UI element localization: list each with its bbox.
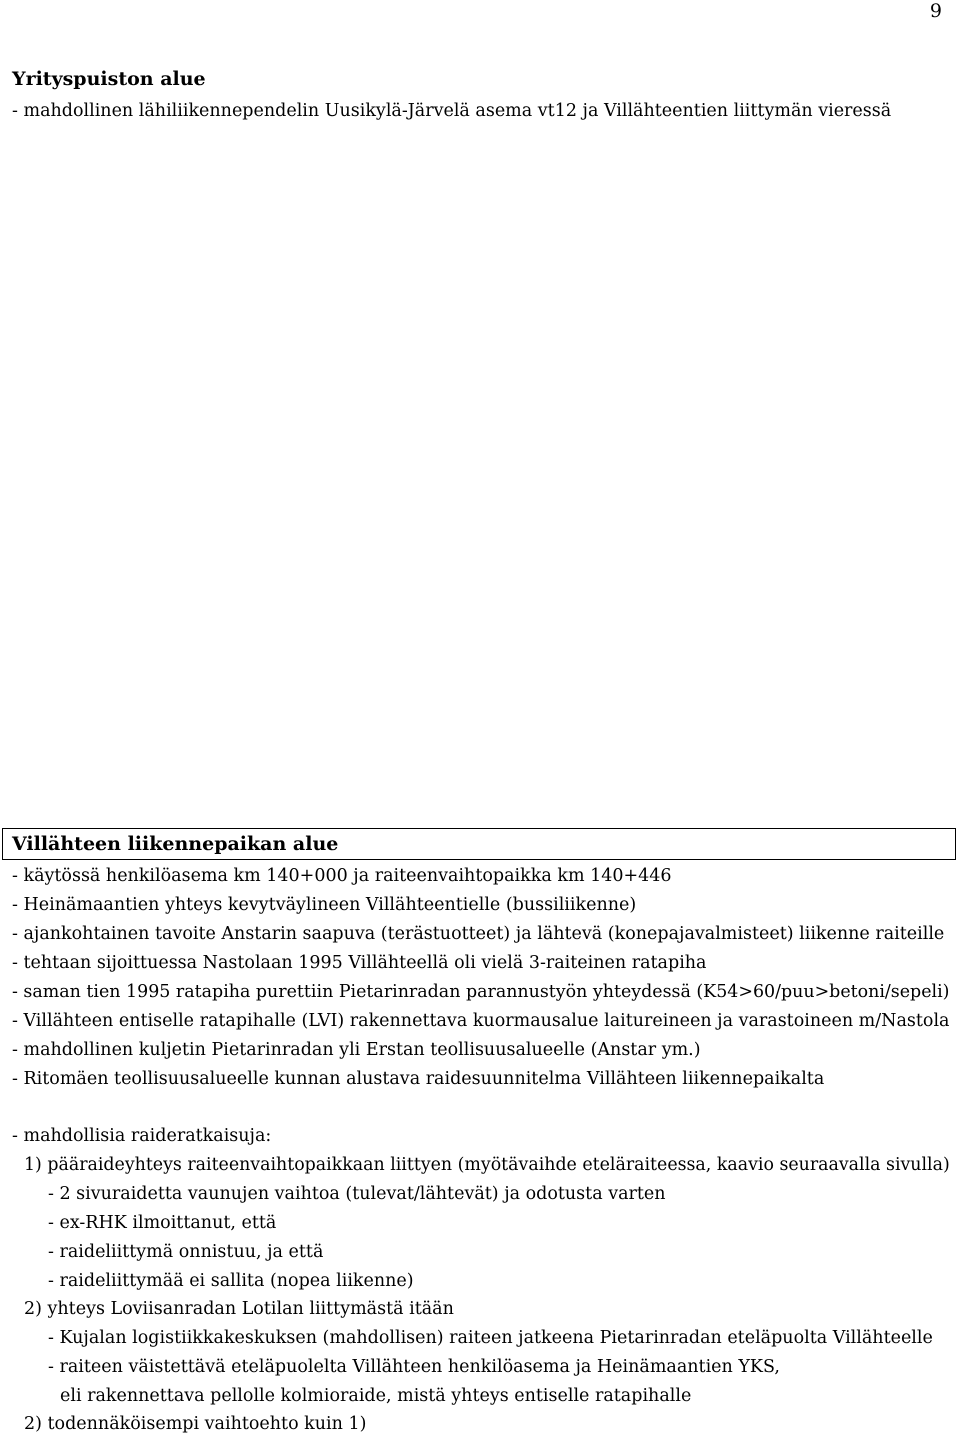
text-line: - 2 sivuraidetta vaunujen vaihtoa (tulevat/lähtevät) ja odotusta varten: [48, 1184, 666, 1204]
text-line: - raideliittymä onnistuu, ja että: [48, 1242, 324, 1262]
text-line: - ajankohtainen tavoite Anstarin saapuva (terästuotteet) ja lähtevä (konepajavalmisteet) liikenne raiteille: [12, 924, 945, 944]
text-line: 2) yhteys Loviisanradan Lotilan liittymästä itään: [24, 1299, 454, 1319]
text-line: - Heinämaantien yhteys kevytväylineen Villähteentielle (bussiliikenne): [12, 895, 637, 915]
text-line: - mahdollisia raideratkaisuja:: [12, 1126, 272, 1146]
section-title-yrityspuisto: Yrityspuiston alue: [12, 68, 206, 90]
text-line: - Kujalan logistiikkakeskuksen (mahdollisen) raiteen jatkeena Pietarinradan eteläpuolta Villähteelle: [48, 1328, 933, 1348]
text-line: - raideliittymää ei sallita (nopea liikenne): [48, 1271, 414, 1291]
page-number: 9: [929, 0, 942, 22]
text-line: - mahdollinen kuljetin Pietarinradan yli Erstan teollisuusalueelle (Anstar ym.): [12, 1040, 701, 1060]
text-line: - Ritomäen teollisuusalueelle kunnan alustava raidesuunnitelma Villähteen liikennepaikalta: [12, 1069, 825, 1089]
text-line: - käytössä henkilöasema km 140+000 ja raiteenvaihtopaikka km 140+446: [12, 866, 672, 886]
text-line: - tehtaan sijoittuessa Nastolaan 1995 Villähteellä oli vielä 3-raiteinen ratapiha: [12, 953, 707, 973]
text-line: 1) pääraideyhteys raiteenvaihtopaikkaan liittyen (myötävaihde eteläraiteessa, kaavio seuraavalla sivulla): [24, 1155, 950, 1175]
section-title-villahde: Villähteen liikennepaikan alue: [12, 833, 339, 855]
text-line: - ex-RHK ilmoittanut, että: [48, 1213, 277, 1233]
text-line: - Villähteen entiselle ratapihalle (LVI) rakennettava kuormausalue laitureineen ja varastoineen m/Nastola: [12, 1011, 950, 1031]
text-line: 2) todennäköisempi vaihtoehto kuin 1): [24, 1414, 367, 1434]
text-line: - saman tien 1995 ratapiha purettiin Pietarinradan parannustyön yhteydessä (K54>60/puu>betoni/sepeli): [12, 982, 950, 1002]
text-line: - raiteen väistettävä eteläpuolelta Villähteen henkilöasema ja Heinämaantien YKS,: [48, 1357, 780, 1377]
text-line: - mahdollinen lähiliikennependelin Uusikylä-Järvelä asema vt12 ja Villähteentien liittymän vieressä: [12, 101, 892, 121]
text-line: eli rakennettava pellolle kolmioraide, mistä yhteys entiselle ratapihalle: [60, 1386, 692, 1406]
